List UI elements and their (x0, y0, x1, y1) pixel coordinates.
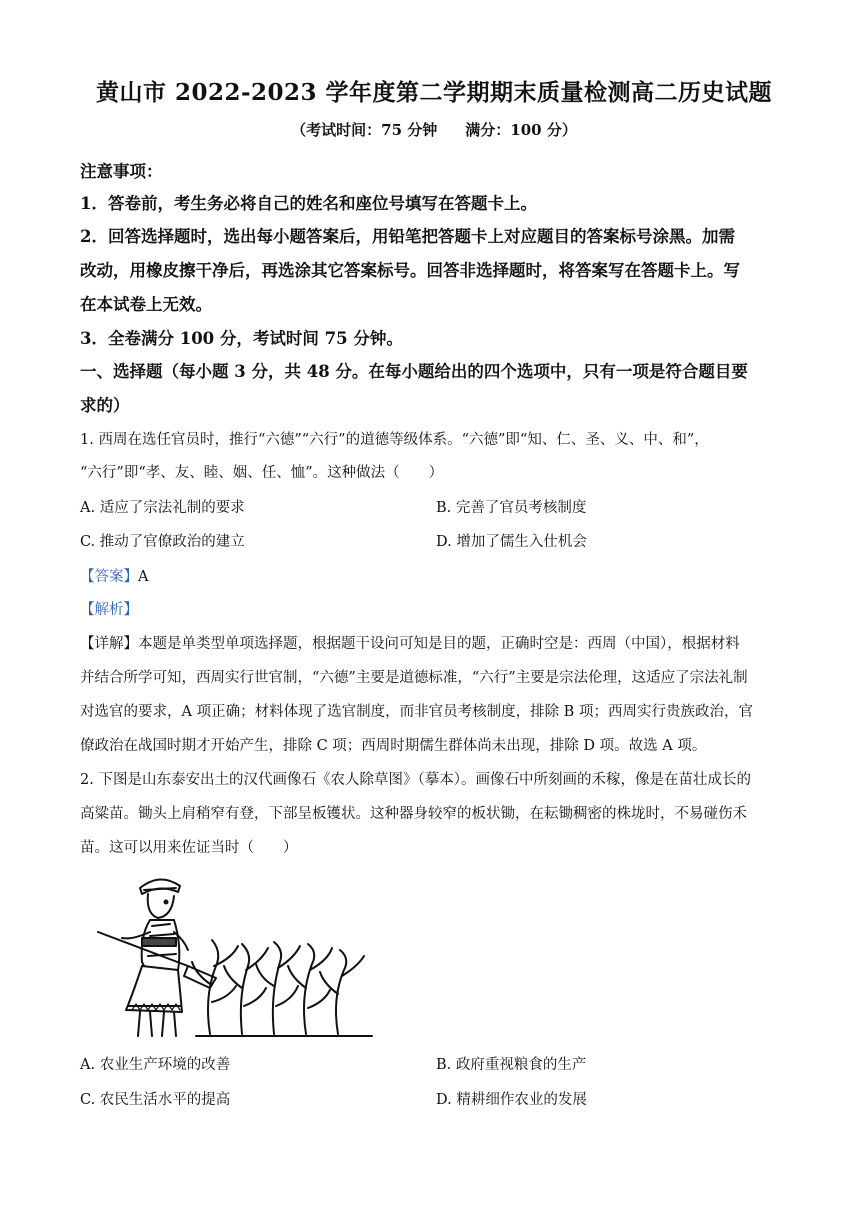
notes-heading: 注意事项： (80, 162, 163, 181)
q2-option-d: D. 精耕细作农业的发展 (436, 1092, 587, 1108)
q1-stem-line-1: 1. 西周在选任官员时，推行“六德”“六行”的道德等级体系。“六德”即“知、仁、圣、义、中、和”， (80, 432, 709, 448)
q2-option-b: B. 政府重视粮食的生产 (436, 1057, 587, 1073)
full-score: 满分：100 分） (465, 121, 577, 139)
q1-option-d: D. 增加了儒生入仕机会 (436, 534, 587, 550)
section-heading-line-1: 一、选择题（每小题 3 分，共 48 分。在每小题给出的四个选项中，只有一项是符合题目要 (80, 362, 748, 381)
exam-title: 黄山市 2022-2023 学年度第二学期期末质量检测高二历史试题 (95, 79, 773, 106)
q1-stem-line-2: “六行”即“孝、友、睦、姻、任、恤”。这种做法（ ） (80, 465, 444, 481)
q1-detail-line-1 (80, 632, 740, 653)
notes-item-2-line-2: 改动，用橡皮擦干净后，再选涂其它答案标号。回答非选择题时，将答案写在答题卡上。写 (80, 261, 740, 280)
notes-item-3: 3．全卷满分 100 分，考试时间 75 分钟。 (80, 329, 403, 348)
detail-tag: 【详解】 (80, 636, 138, 652)
notes-item-2-line-3: 在本试卷上无效。 (80, 295, 212, 314)
farmer-weeding-relief-image (92, 866, 382, 1046)
notes-item-1: 1．答卷前，考生务必将自己的姓名和座位号填写在答题卡上。 (80, 194, 537, 213)
exam-time: （考试时间：75 分钟 (291, 121, 438, 139)
detail-text: 本题是单类型单项选择题，根据题干设问可知是目的题，正确时空是：西周（中国），根据材料 (138, 636, 740, 652)
section-heading-line-2: 求的） (80, 396, 130, 415)
q1-option-b: B. 完善了官员考核制度 (436, 500, 587, 516)
q1-option-a: A. 适应了宗法礼制的要求 (80, 500, 245, 516)
q1-detail-line-4: 僚政治在战国时期才开始产生，排除 C 项；西周时期儒生群体尚未出现，排除 D 项。故选 A 项。 (80, 738, 707, 754)
q1-option-c: C. 推动了官僚政治的建立 (80, 534, 245, 550)
notes-item-2-line-1: 2．回答选择题时，选出每小题答案后，用铅笔把答题卡上对应题目的答案标号涂黑。加需 (80, 227, 735, 246)
q2-stem-line-1: 2. 下图是山东泰安出土的汉代画像石《农人除草图》（摹本）。画像石中所刻画的禾稼，像是在苗壮成长的 (80, 772, 751, 788)
q1-detail-line-2: 并结合所学可知，西周实行世官制，“六德”主要是道德标准，“六行”主要是宗法伦理，这适应了宗法礼制 (80, 670, 748, 686)
exam-subtitle (0, 119, 868, 140)
analysis-tag: 【解析】 (80, 602, 138, 618)
q2-option-a: A. 农业生产环境的改善 (80, 1057, 231, 1073)
answer-tag: 【答案】 (80, 569, 138, 585)
q2-option-c: C. 农民生活水平的提高 (80, 1092, 231, 1108)
q2-stem-line-3: 苗。这可以用来佐证当时（ ） (80, 840, 298, 856)
q1-detail-line-3: 对选官的要求，A 项正确；材料体现了选官制度，而非官员考核制度，排除 B 项；西周实行贵族政治，官 (80, 704, 753, 720)
answer-value: A (138, 569, 149, 585)
q2-stem-line-2: 高粱苗。锄头上肩稍窄有登，下部呈板镬状。这种器身较窄的板状锄，在耘锄稠密的株垅时，不易碰伤禾 (80, 806, 747, 822)
q1-answer (80, 565, 148, 586)
